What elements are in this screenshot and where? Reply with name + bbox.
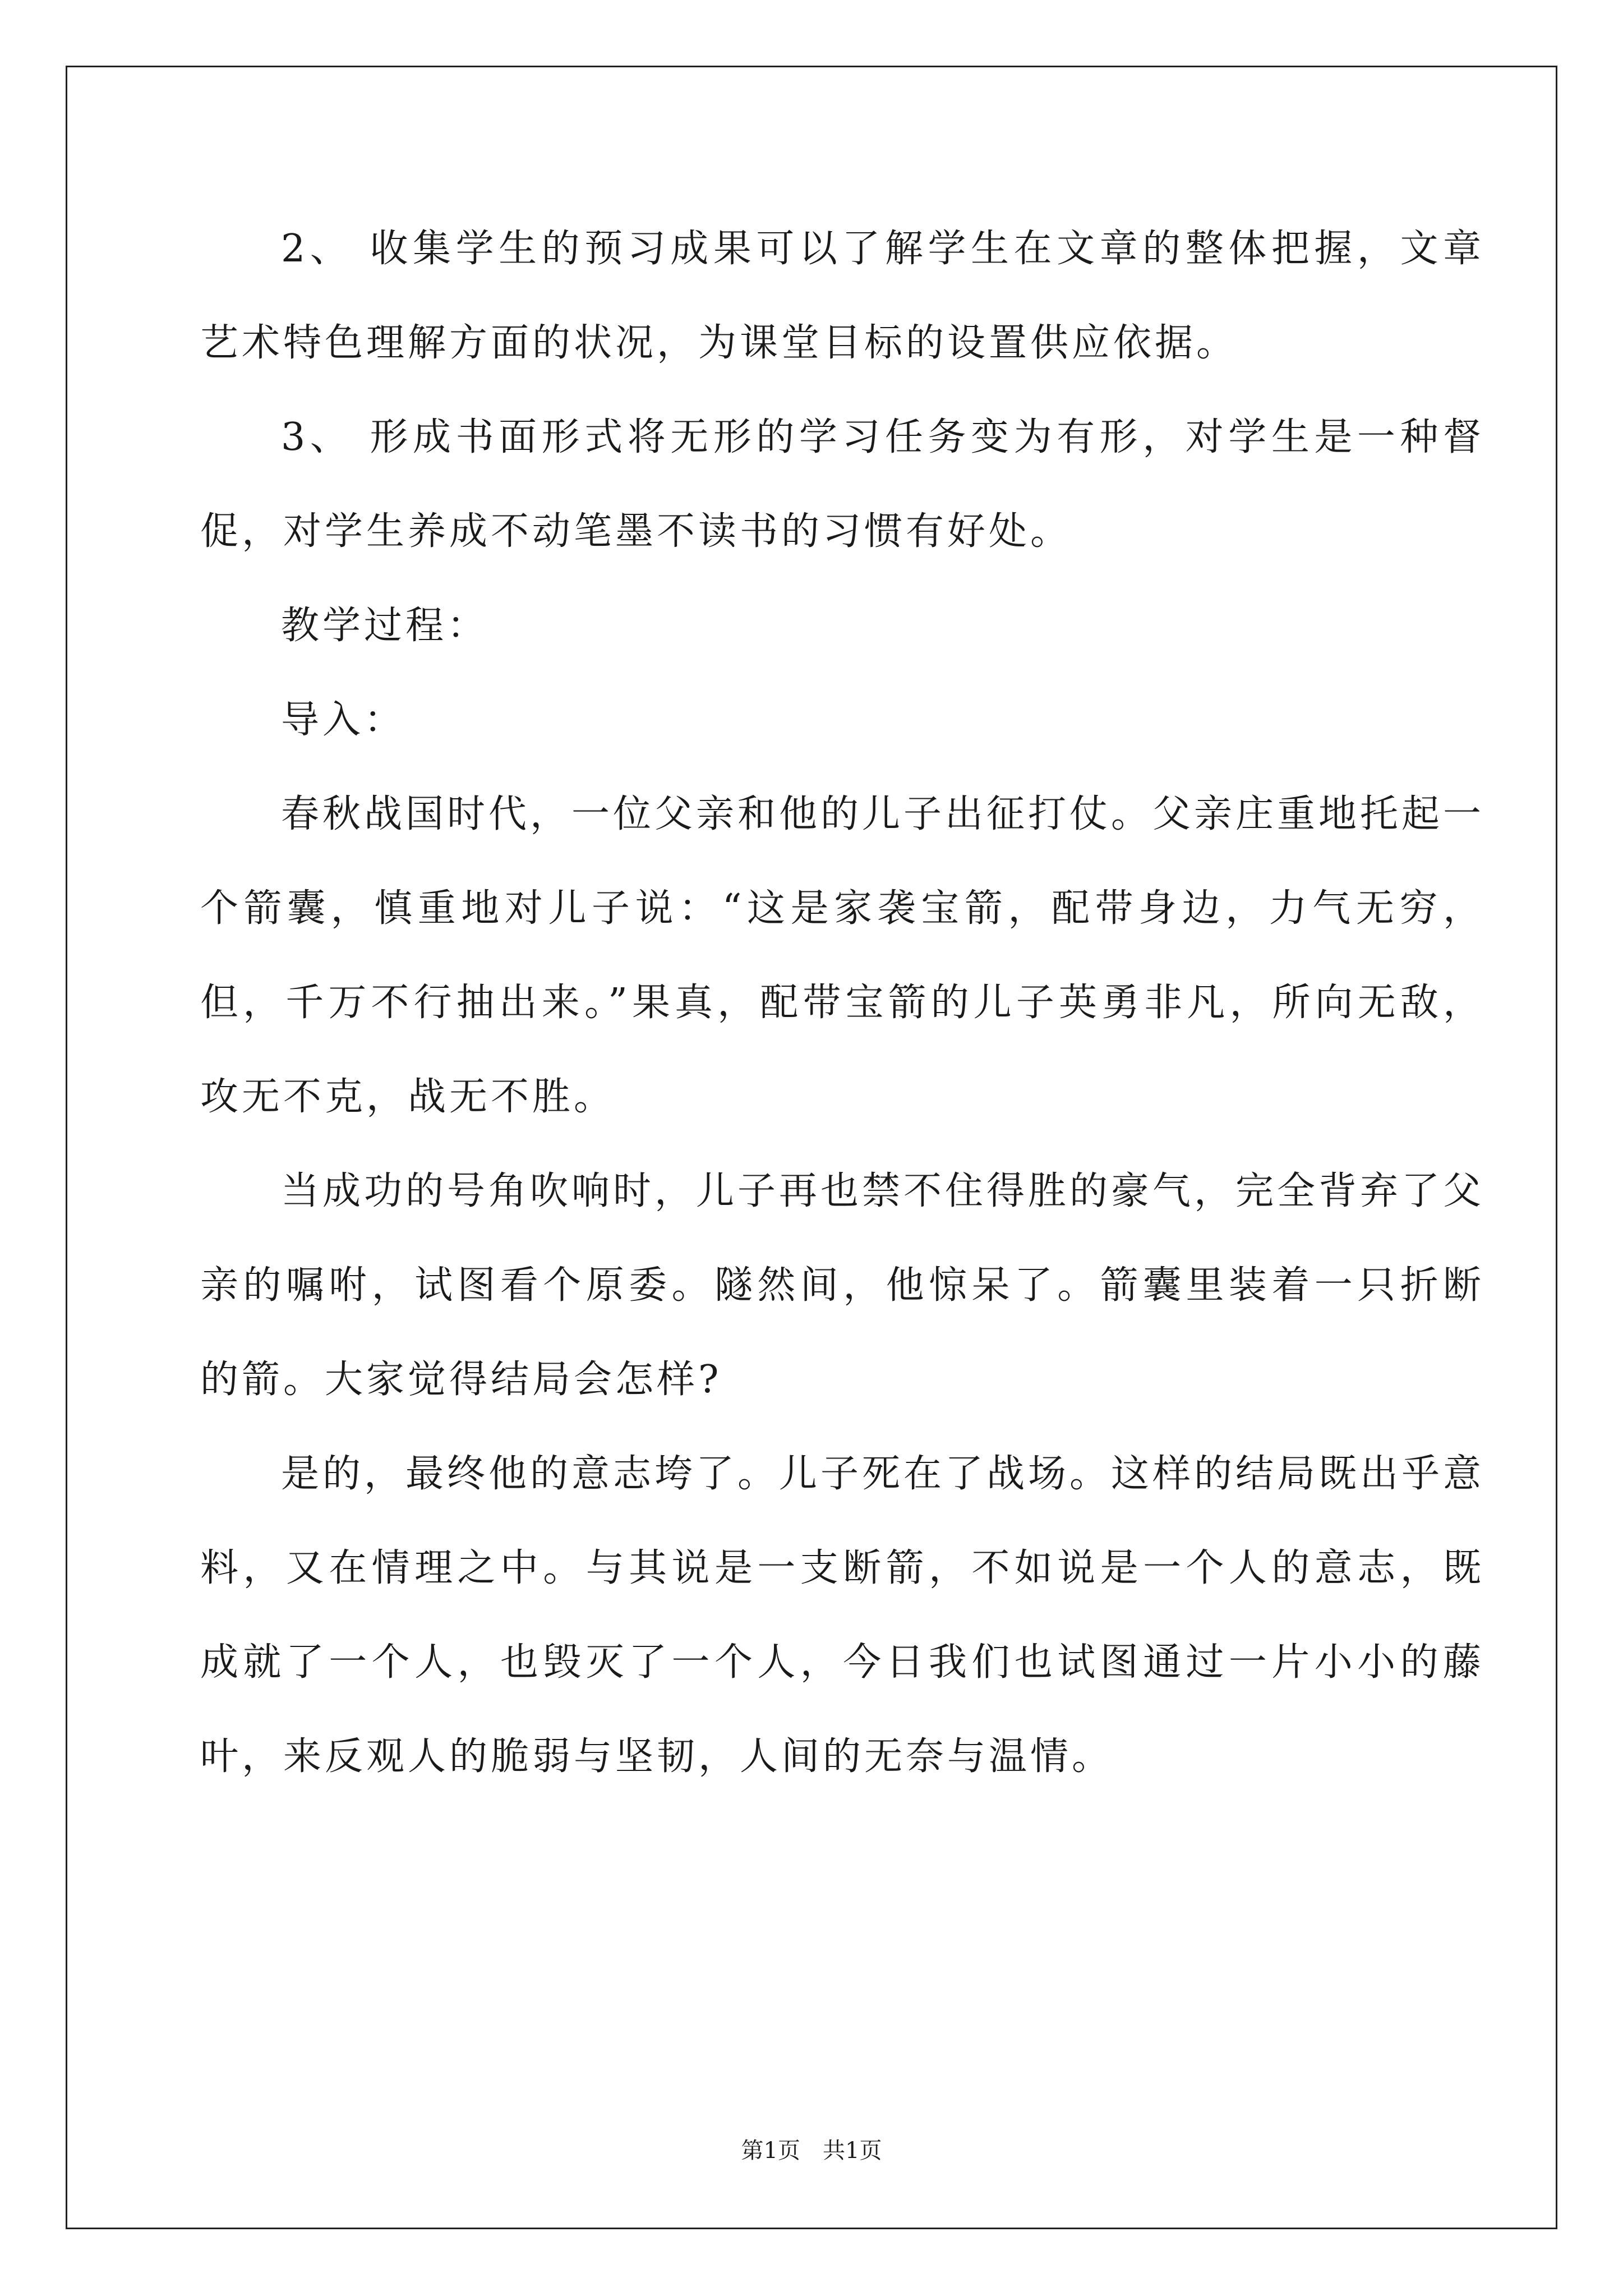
paragraph-5: 春秋战国时代，一位父亲和他的儿子出征打仗。父亲庄重地托起一个箭囊，慎重地对儿子说：“这是家袭宝箭，配带身边，力气无穷，但，千万不行抽出来。”果真，配带宝箭的儿子英勇非凡，所向无敌，攻无不克，战无不胜。 — [200, 792, 1485, 1119]
page-total: 共1页 — [823, 2138, 882, 2164]
page-number: 第1页 — [741, 2138, 800, 2164]
paragraph-7: 是的，最终他的意志垮了。儿子死在了战场。这样的结局既出乎意料，又在情理之中。与其说是一支断箭，不如说是一个人的意志，既成就了一个人，也毁灭了一个人，今日我们也试图通过一片小小的藤叶，来反观人的脆弱与坚韧，人间的无奈与温情。 — [200, 1452, 1485, 1779]
paragraph-6: 当成功的号角吹响时，儿子再也禁不住得胜的豪气，完全背弃了父亲的嘱咐，试图看个原委。隧然间，他惊呆了。箭囊里装着一只折断的箭。大家觉得结局会怎样? — [200, 1169, 1485, 1402]
page-footer — [0, 2133, 1623, 2165]
paragraph-1: 2、 收集学生的预习成果可以了解学生在文章的整体把握，文章艺术特色理解方面的状况，为课堂目标的设置供应依据。 — [200, 227, 1484, 365]
paragraph-3: 教学过程： — [281, 604, 489, 648]
paragraph-4: 导入： — [281, 698, 406, 742]
document-body — [200, 202, 1484, 1804]
paragraph-2: 3、 形成书面形式将无形的学习任务变为有形，对学生是一种督促，对学生养成不动笔墨不读书的习惯有好处。 — [200, 415, 1484, 554]
